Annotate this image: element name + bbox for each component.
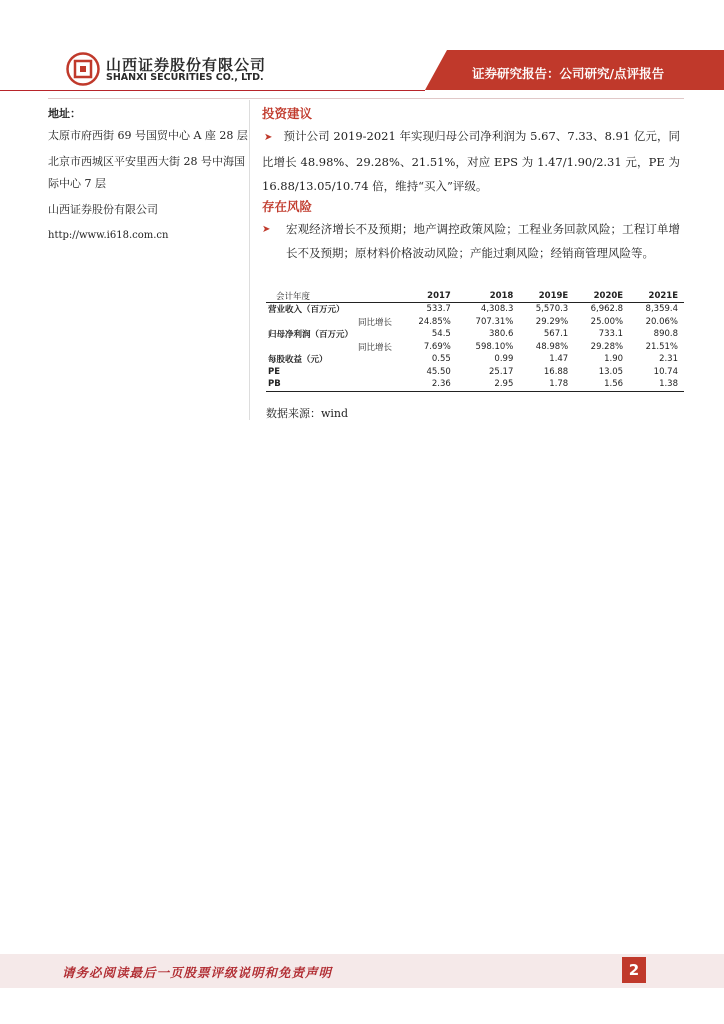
table-cell: 890.8 — [653, 329, 678, 340]
row-label: PB — [266, 378, 402, 391]
address-label: 地址： — [48, 107, 81, 120]
table-cell: 29.28% — [590, 341, 624, 352]
address-website-link[interactable]: http://www.i618.com.cn — [48, 230, 169, 241]
table-cell: 1.90 — [604, 354, 624, 365]
table-header-cell: 2017 — [402, 290, 457, 303]
table-cell: 5,570.3 — [535, 304, 569, 315]
table-header-row — [266, 290, 684, 303]
table-cell: 4,308.3 — [480, 304, 514, 315]
company-name-cn: 山西证券股份有限公司 — [106, 56, 267, 74]
column-divider — [249, 100, 250, 420]
row-label: 每股收益（元） — [268, 355, 328, 366]
table-header-cell: 2021E — [629, 290, 684, 303]
table-cell: 20.06% — [645, 316, 678, 327]
table-cell: 2.95 — [457, 378, 520, 391]
table-cell: 54.5 — [431, 329, 451, 340]
page-number: 2 — [622, 957, 646, 983]
table-cell: 1.38 — [629, 378, 684, 391]
table-cell: 25.00% — [590, 316, 624, 327]
table-cell: 16.88 — [543, 366, 569, 377]
table-row — [266, 366, 684, 379]
address-line-beijing: 北京市西城区平安里西大街 28 号中海国际中心 7 层 — [48, 155, 245, 190]
header-divider — [0, 90, 425, 91]
table-cell: 0.55 — [431, 354, 451, 365]
table-row — [266, 341, 684, 354]
table-cell: 25.17 — [489, 366, 514, 377]
row-label: 归母净利润（百万元） — [268, 330, 354, 341]
table-cell: 0.99 — [494, 354, 514, 365]
investment-advice-text: 预计公司 2019-2021 年实现归母公司净利润为 5.67、7.33、8.91 亿元，同比增长 48.98%、29.28%、21.51%，对应 EPS 为 1.47/1.90/2.31 元，PE 为 16.88/13.05/10.74 倍，维持“买入”评级。 — [262, 129, 681, 193]
table-cell: 13.05 — [598, 366, 624, 377]
table-cell: 567.1 — [543, 329, 569, 340]
table-row — [266, 316, 684, 329]
company-name-en: SHANXI SECURITIES CO., LTD. — [106, 72, 264, 83]
table-cell: 1.78 — [519, 378, 574, 391]
row-label: 同比增长 — [357, 342, 392, 353]
table-cell: 10.74 — [653, 366, 678, 377]
bullet-arrow-icon: ➤ — [264, 132, 273, 143]
disclaimer-notice: 请务必阅读最后一页股票评级说明和免责声明 — [62, 965, 333, 980]
address-company: 山西证券股份有限公司 — [48, 203, 158, 216]
row-label: 同比增长 — [357, 317, 392, 328]
investment-advice-paragraph — [262, 124, 680, 198]
data-source: 数据来源：wind — [266, 407, 349, 420]
table-cell: 707.31% — [475, 316, 514, 327]
table-row — [266, 378, 684, 391]
table-cell: 733.1 — [598, 329, 624, 340]
table-cell: 1.56 — [574, 378, 629, 391]
risk-text: 宏观经济增长不及预期；地产调控政策风险；工程业务回款风险；工程订单增长不及预期；原材料价格波动风险；产能过剩风险；经销商管理风险等。 — [286, 222, 680, 260]
row-label: PE — [268, 366, 281, 377]
table-cell: 2.31 — [659, 354, 678, 365]
header-divider-thin — [48, 98, 684, 99]
bullet-arrow-icon: ➤ — [262, 224, 271, 235]
table-header-cell: 2018 — [457, 290, 520, 303]
table-row — [266, 328, 684, 341]
table-cell: 21.51% — [645, 341, 678, 352]
table-cell: 7.69% — [423, 341, 451, 352]
table-header-cell: 2020E — [574, 290, 629, 303]
report-type-label: 证券研究报告：公司研究/点评报告 — [472, 66, 665, 81]
table-cell: 533.7 — [426, 304, 451, 315]
financial-forecast-table — [266, 290, 684, 392]
page-header — [0, 0, 724, 100]
table-cell: 598.10% — [475, 341, 514, 352]
investment-advice-title: 投资建议 — [262, 106, 313, 121]
table-cell: 8,359.4 — [645, 304, 678, 315]
table-row — [266, 353, 684, 366]
table-header-cell: 2019E — [519, 290, 574, 303]
table-cell: 380.6 — [489, 329, 514, 340]
table-row — [266, 303, 684, 316]
table-header-cell: 会计年度 — [266, 290, 402, 303]
table-cell: 48.98% — [535, 341, 569, 352]
address-block — [48, 103, 248, 247]
table-cell: 6,962.8 — [590, 304, 624, 315]
table-cell: 29.29% — [535, 316, 569, 327]
address-line-taiyuan: 太原市府西街 69 号国贸中心 A 座 28 层 — [48, 129, 248, 142]
table-cell: 2.36 — [402, 378, 457, 391]
table-cell: 24.85% — [418, 316, 451, 327]
table-cell: 45.50 — [426, 366, 451, 377]
table-cell: 1.47 — [549, 354, 569, 365]
row-label: 营业收入（百万元） — [268, 305, 345, 316]
risk-title: 存在风险 — [262, 199, 313, 214]
shanxi-securities-logo-icon — [66, 52, 100, 86]
